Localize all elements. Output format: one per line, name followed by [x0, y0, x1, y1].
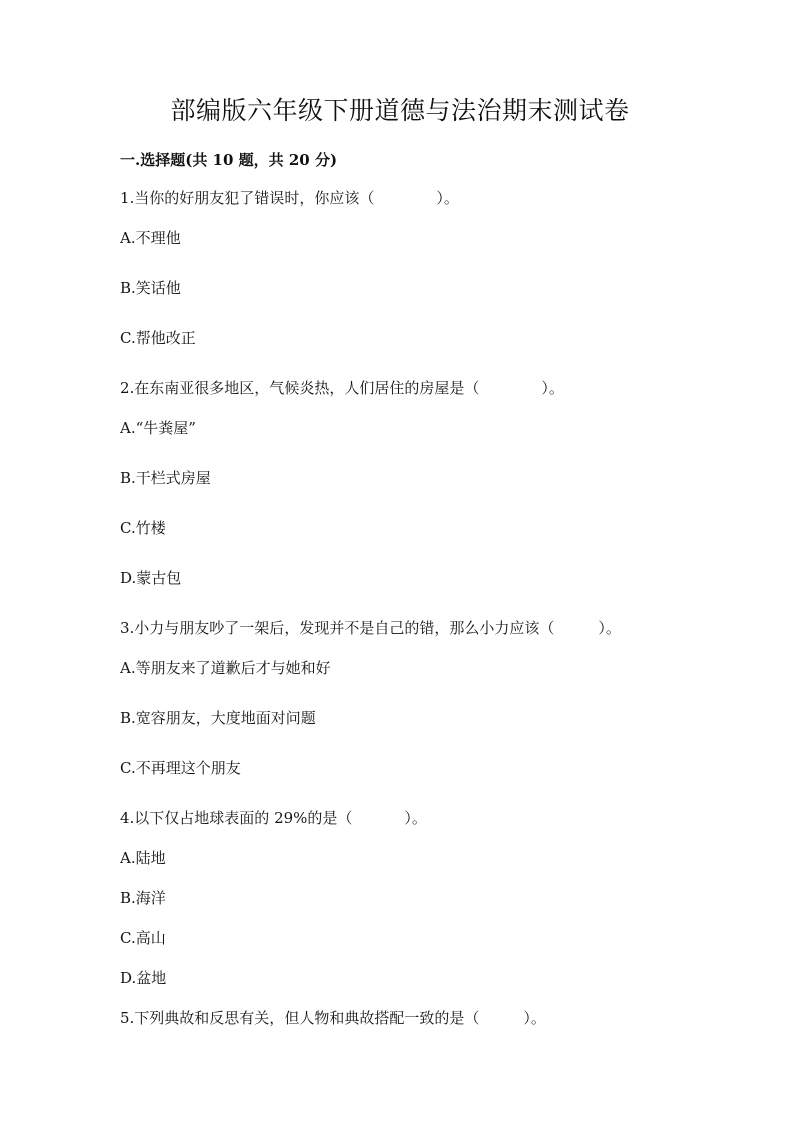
question-4-option-d: D.盆地 — [120, 969, 167, 987]
question-3-option-a: A.等朋友来了道歉后才与她和好 — [120, 659, 331, 677]
page-title: 部编版六年级下册道德与法治期末测试卷 — [170, 96, 630, 125]
question-stem-close: ）。 — [541, 379, 564, 397]
question-stem-close: ）。 — [598, 619, 621, 637]
question-stem-text: 3.小力与朋友吵了一架后，发现并不是自己的错，那么小力应该（ — [120, 619, 555, 637]
question-2-option-c: C.竹楼 — [120, 519, 166, 537]
question-2-option-a: A.“牛粪屋” — [120, 419, 196, 437]
question-2-option-d: D.蒙古包 — [120, 569, 182, 587]
question-4-option-c: C.高山 — [120, 929, 166, 947]
question-stem-close: ）。 — [436, 189, 459, 207]
question-stem-text: 1.当你的好朋友犯了错误时，你应该（ — [120, 189, 375, 207]
question-stem-text: 4.以下仅占地球表面的 29%的是（ — [120, 809, 353, 827]
question-1-option-b: B.笑话他 — [120, 279, 181, 297]
question-1-stem — [120, 188, 459, 208]
question-3-option-b: B.宽容朋友，大度地面对问题 — [120, 709, 316, 727]
section-heading: 一.选择题(共 10 题，共 20 分) — [120, 151, 338, 169]
question-1-option-a: A.不理他 — [120, 229, 181, 247]
question-4-option-a: A.陆地 — [120, 849, 166, 867]
question-2-option-b: B.干栏式房屋 — [120, 469, 211, 487]
question-stem-text: 5.下列典故和反思有关，但人物和典故搭配一致的是（ — [120, 1009, 480, 1027]
question-3-option-c: C.不再理这个朋友 — [120, 759, 241, 777]
question-5-stem — [120, 1008, 546, 1028]
question-1-option-c: C.帮他改正 — [120, 329, 196, 347]
question-3-stem — [120, 618, 621, 638]
question-stem-close: ）。 — [523, 1009, 546, 1027]
question-4-option-b: B.海洋 — [120, 889, 166, 907]
question-2-stem — [120, 378, 564, 398]
question-4-stem — [120, 808, 427, 828]
question-stem-close: ）。 — [404, 809, 427, 827]
question-stem-text: 2.在东南亚很多地区，气候炎热，人们居住的房屋是（ — [120, 379, 480, 397]
